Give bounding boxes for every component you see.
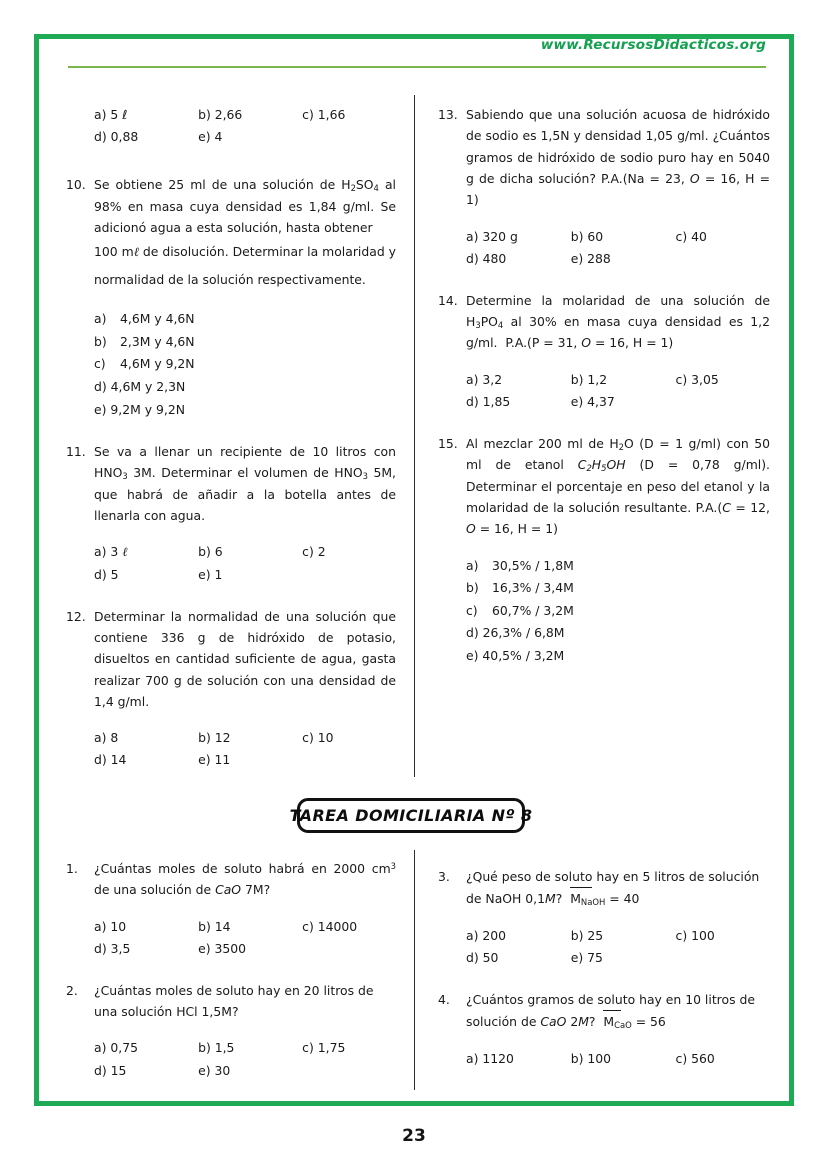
options-block bbox=[466, 925, 770, 969]
options-block bbox=[94, 308, 396, 421]
option-d: d) 5 bbox=[94, 566, 119, 582]
option-row bbox=[94, 749, 396, 771]
option-empty bbox=[676, 947, 770, 969]
option-c: c) 1,75 bbox=[302, 1040, 346, 1056]
option-empty bbox=[676, 391, 770, 413]
option-row bbox=[94, 916, 396, 938]
homework-question-1 bbox=[66, 858, 396, 960]
option-e: e) 11 bbox=[198, 752, 231, 768]
right-column-bottom bbox=[438, 866, 770, 1070]
option-row bbox=[94, 1037, 396, 1059]
question-number: 2. bbox=[66, 982, 78, 998]
option-c: c) 40 bbox=[675, 228, 707, 244]
options-block bbox=[94, 727, 396, 771]
question-14 bbox=[438, 290, 770, 413]
option-c: c) 14000 bbox=[302, 918, 358, 934]
question-12 bbox=[66, 606, 396, 772]
options-block bbox=[94, 541, 396, 585]
option-e: e) 30 bbox=[198, 1062, 231, 1078]
option-d: d) 15 bbox=[94, 1062, 127, 1078]
option-empty bbox=[302, 749, 396, 771]
question-number: 10. bbox=[66, 177, 86, 193]
option-b: b) 6 bbox=[198, 544, 223, 560]
option-row bbox=[466, 1048, 770, 1070]
option-e: e) 288 bbox=[570, 250, 611, 266]
question-text: Sabiendo que una solución acuosa de hidróxido de sodio es 1,5N y densidad 1,05 g/ml. ¿Cuántos gramos de hidróxido de sodio puro hay en 5040 g de dicha solución? P.A.(Na = 23, O = 16, H = 1) bbox=[466, 107, 771, 208]
option-b: b) 16,3% / 3,4M bbox=[466, 580, 574, 596]
option-d: d) 50 bbox=[466, 949, 499, 965]
question-11 bbox=[66, 441, 396, 585]
option-e: e) 4,37 bbox=[570, 393, 615, 409]
option-e: e) 1 bbox=[198, 566, 223, 582]
option-b: b) 2,66 bbox=[198, 107, 243, 122]
option-row bbox=[94, 1060, 396, 1082]
page-number: 23 bbox=[402, 1126, 426, 1146]
option-e: e) 40,5% / 3,2M bbox=[466, 647, 565, 663]
option-c: c) 60,7% / 3,2M bbox=[466, 602, 574, 618]
site-url-watermark: www.RecursosDidacticos.org bbox=[540, 37, 766, 53]
option-row bbox=[94, 564, 396, 586]
question-text: ¿Cuántos gramos de soluto hay en 10 litros de solución de CaO 2M? $M_{CaO} = 56$ bbox=[466, 989, 770, 1033]
question-number: 14. bbox=[438, 292, 458, 308]
option-a: a) 30,5% / 1,8M bbox=[466, 557, 574, 573]
header-rule bbox=[68, 66, 766, 68]
option-row bbox=[94, 938, 396, 960]
option-a: a) 3 ℓ bbox=[94, 544, 128, 560]
option-b: b) 100 bbox=[570, 1050, 612, 1066]
option-row bbox=[94, 541, 396, 563]
option-b: b) 60 bbox=[570, 228, 604, 244]
option-e: e) 3500 bbox=[198, 940, 247, 956]
left-column-top bbox=[66, 104, 396, 771]
option-empty bbox=[676, 248, 770, 270]
option-empty bbox=[302, 564, 396, 586]
option-a: a) 5 ℓ bbox=[94, 107, 128, 122]
option-empty bbox=[302, 126, 396, 148]
option-d: d) 26,3% / 6,8M bbox=[466, 625, 565, 641]
question-number: 3. bbox=[438, 869, 450, 884]
left-column-bottom bbox=[66, 858, 396, 1082]
option-row bbox=[466, 925, 770, 947]
question-text: ¿Cuántas moles de soluto habrá en 2000 $cm^3$ de una solución de CaO 7M? bbox=[94, 861, 396, 898]
option-c: c) 10 bbox=[302, 730, 334, 746]
option-row bbox=[94, 126, 396, 148]
option-c: c) 100 bbox=[675, 927, 715, 943]
tarea-domiciliaria-banner bbox=[289, 798, 533, 833]
option-empty bbox=[302, 1060, 396, 1082]
options-block bbox=[94, 1037, 396, 1081]
question-text: Determine la molaridad de una solución de $H_3PO_4$ al 30% en masa cuya densidad es 1,2 g/ml. P.A.(P = 31, O = 16, H = 1) bbox=[466, 292, 770, 351]
option-row bbox=[94, 727, 396, 749]
option-e: e) 4 bbox=[198, 129, 223, 145]
molar-mass-symbol: $M_{CaO}$ bbox=[603, 1010, 631, 1032]
right-column-top bbox=[438, 104, 770, 668]
option-b: b) 1,2 bbox=[570, 371, 608, 387]
option-d: d) 480 bbox=[466, 250, 507, 266]
option-d: d) 3,5 bbox=[94, 940, 131, 956]
question-number: 13. bbox=[438, 107, 458, 122]
option-d: d) 14 bbox=[94, 752, 127, 768]
tarea-domiciliaria-label: TAREA DOMICILIARIA Nº 8 bbox=[289, 806, 533, 825]
option-b: b) 1,5 bbox=[198, 1040, 235, 1056]
option-b: b) 25 bbox=[570, 927, 604, 943]
option-c: c) 560 bbox=[675, 1050, 715, 1066]
option-b: b) 12 bbox=[198, 730, 231, 746]
options-block bbox=[94, 916, 396, 960]
option-row bbox=[466, 248, 770, 270]
option-c: c) 2 bbox=[302, 544, 326, 560]
question-number: 1. bbox=[66, 861, 78, 876]
option-e: e) 75 bbox=[570, 949, 603, 965]
homework-question-4 bbox=[438, 989, 770, 1070]
options-block bbox=[466, 369, 770, 413]
question-text: Se va a llenar un recipiente de 10 litros con $HNO_3$ 3M. Determinar el volumen de $HNO_3$ 5M, que habrá de añadir a la botella antes de llenarla con agua. bbox=[94, 444, 396, 524]
option-row bbox=[466, 947, 770, 969]
question-text: Determinar la normalidad de una solución que contiene 336 g de hidróxido de potasio, disueltos en cantidad suficiente de agua, gasta realizar 700 g de solución con una densidad de 1,4 g/ml. bbox=[94, 608, 396, 709]
option-row bbox=[466, 391, 770, 413]
option-c: c) 1,66 bbox=[302, 107, 346, 122]
option-row bbox=[466, 226, 770, 248]
question-13 bbox=[438, 104, 770, 270]
orphan-options-block bbox=[94, 104, 396, 148]
question-text: Al mezclar 200 ml de $H_2O$ (D = 1 g/ml) con 50 ml de etanol $C_2H_5OH$ (D = 0,78 g/ml). Determinar el porcentaje en peso del etanol y la molaridad de la solución resultante. P.A.(C = 12, O = 16, H = 1) bbox=[466, 435, 770, 537]
question-number: 4. bbox=[438, 991, 450, 1007]
options-block bbox=[466, 1048, 770, 1070]
question-text: ¿Cuántas moles de soluto hay en 20 litros de una solución HCl 1,5M? bbox=[94, 982, 374, 1020]
question-10 bbox=[66, 174, 396, 421]
homework-question-2 bbox=[66, 980, 396, 1082]
option-d: d) 0,88 bbox=[94, 129, 139, 145]
option-b: b) 14 bbox=[198, 918, 231, 934]
column-divider-bottom bbox=[414, 850, 415, 1090]
options-block bbox=[466, 226, 770, 270]
question-number: 11. bbox=[66, 444, 86, 460]
homework-question-3 bbox=[438, 866, 770, 969]
option-a: a) 3,2 bbox=[466, 371, 503, 387]
option-a: a) 10 bbox=[94, 918, 127, 934]
option-row bbox=[94, 104, 396, 126]
option-e: e) 9,2M y 9,2N bbox=[94, 401, 186, 417]
option-empty bbox=[302, 938, 396, 960]
option-a: a) 8 bbox=[94, 730, 119, 746]
question-text-continued: 100 mℓ de disolución. Determinar la molaridad y normalidad de la solución respectivamente. bbox=[94, 244, 396, 287]
option-a: a) 1120 bbox=[466, 1050, 514, 1066]
option-a: a) 4,6M y 4,6N bbox=[94, 311, 195, 327]
column-divider-top bbox=[414, 95, 415, 777]
option-c: c) 4,6M y 9,2N bbox=[94, 356, 195, 372]
molar-mass-symbol: $M_{NaOH}$ bbox=[570, 887, 605, 909]
option-a: a) 0,75 bbox=[94, 1040, 138, 1056]
option-b: b) 2,3M y 4,6N bbox=[94, 333, 195, 349]
option-a: a) 200 bbox=[466, 927, 507, 943]
option-d: d) 4,6M y 2,3N bbox=[94, 378, 186, 394]
question-15 bbox=[438, 433, 770, 668]
question-number: 15. bbox=[438, 435, 458, 451]
question-text: Se obtiene 25 ml de una solución de $H_2SO_4$ al 98% en masa cuya densidad es 1,84 g/ml. Se adicionó agua a esta solución, hasta obtener bbox=[94, 177, 396, 235]
question-number: 12. bbox=[66, 608, 86, 624]
options-block bbox=[466, 555, 770, 668]
option-a: a) 320 g bbox=[466, 228, 518, 244]
question-text: ¿Qué peso de soluto hay en 5 litros de solución de NaOH 0,1M? $M_{NaOH} = 40$ bbox=[466, 866, 770, 910]
option-row bbox=[466, 369, 770, 391]
option-d: d) 1,85 bbox=[466, 393, 511, 409]
option-c: c) 3,05 bbox=[675, 371, 719, 387]
